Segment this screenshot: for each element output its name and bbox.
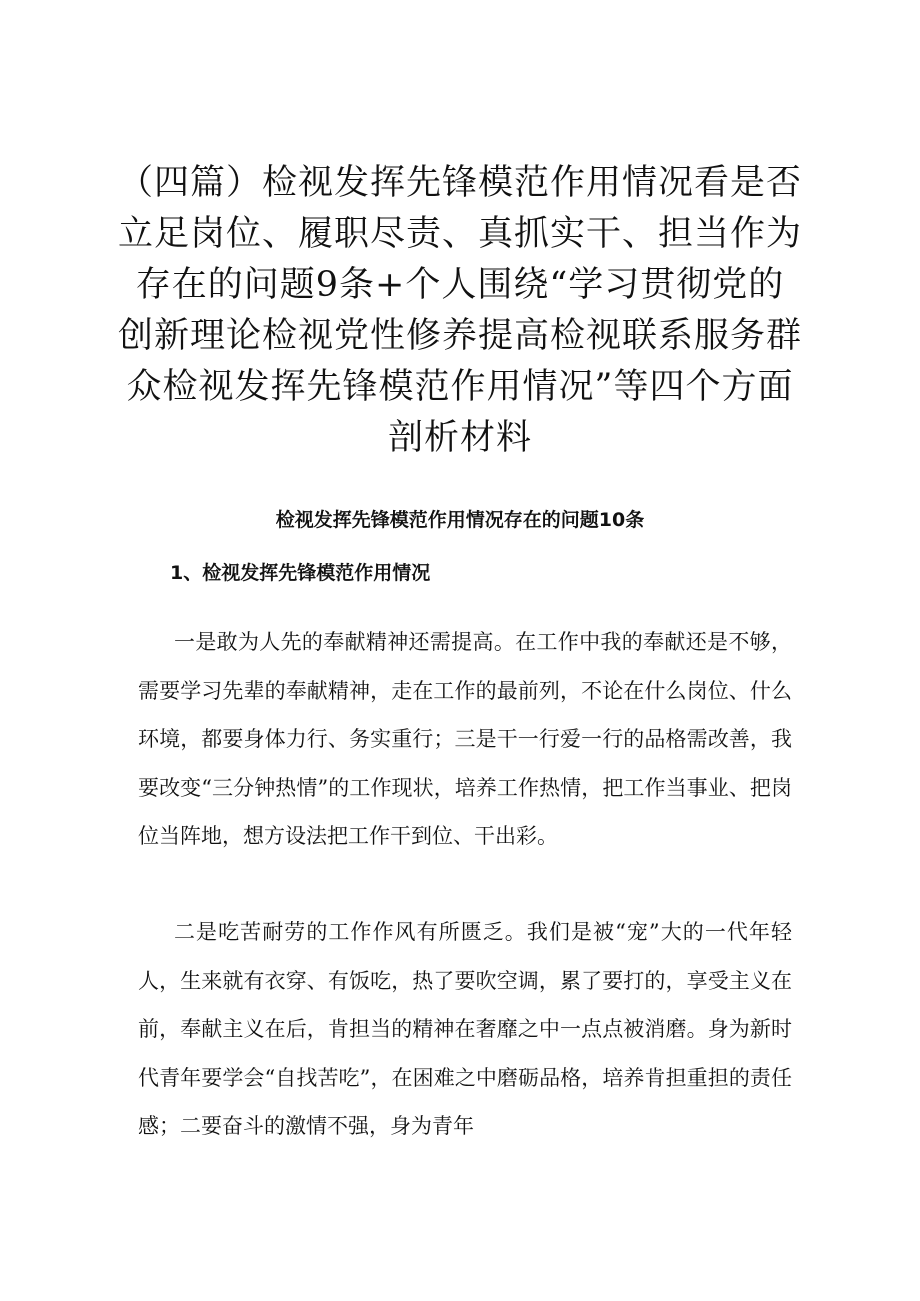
body-paragraph-2: 二是吃苦耐劳的工作作风有所匮乏。我们是被“宠”大的一代年轻人，生来就有衣穿、有饭吃，热了要吹空调，累了要打的，享受主义在前，奉献主义在后，肯担当的精神在奢靡之中一点点被消磨。身为新时代青年要学会“自找苦吃”，在困难之中磨砺品格，培养肯担重担的责任感；二要奋斗的激情不强，身为青年	[138, 920, 792, 1138]
document-title: （四篇）检视发挥先锋模范作用情况看是否立足岗位、履职尽责、真抓实干、担当作为存在的问题9条+个人围绕“学习贯彻党的创新理论检视党性修养提高检视联系服务群众检视发挥先锋模范作用情况”等四个方面剖析材料	[118, 163, 803, 458]
section-heading: 检视发挥先锋模范作用情况存在的问题10条	[275, 509, 645, 531]
body-paragraph-1: 一是敢为人先的奉献精神还需提高。在工作中我的奉献还是不够，需要学习先辈的奉献精神，走在工作的最前列，不论在什么岗位、什么环境，都要身体力行、务实重行；三是干一行爱一行的品格需改善，我要改变“三分钟热情”的工作现状，培养工作热情，把工作当事业、把岗位当阵地，想方设法把工作干到位、干出彩。	[138, 630, 792, 848]
sub-heading: 1、检视发挥先锋模范作用情况	[170, 562, 431, 584]
